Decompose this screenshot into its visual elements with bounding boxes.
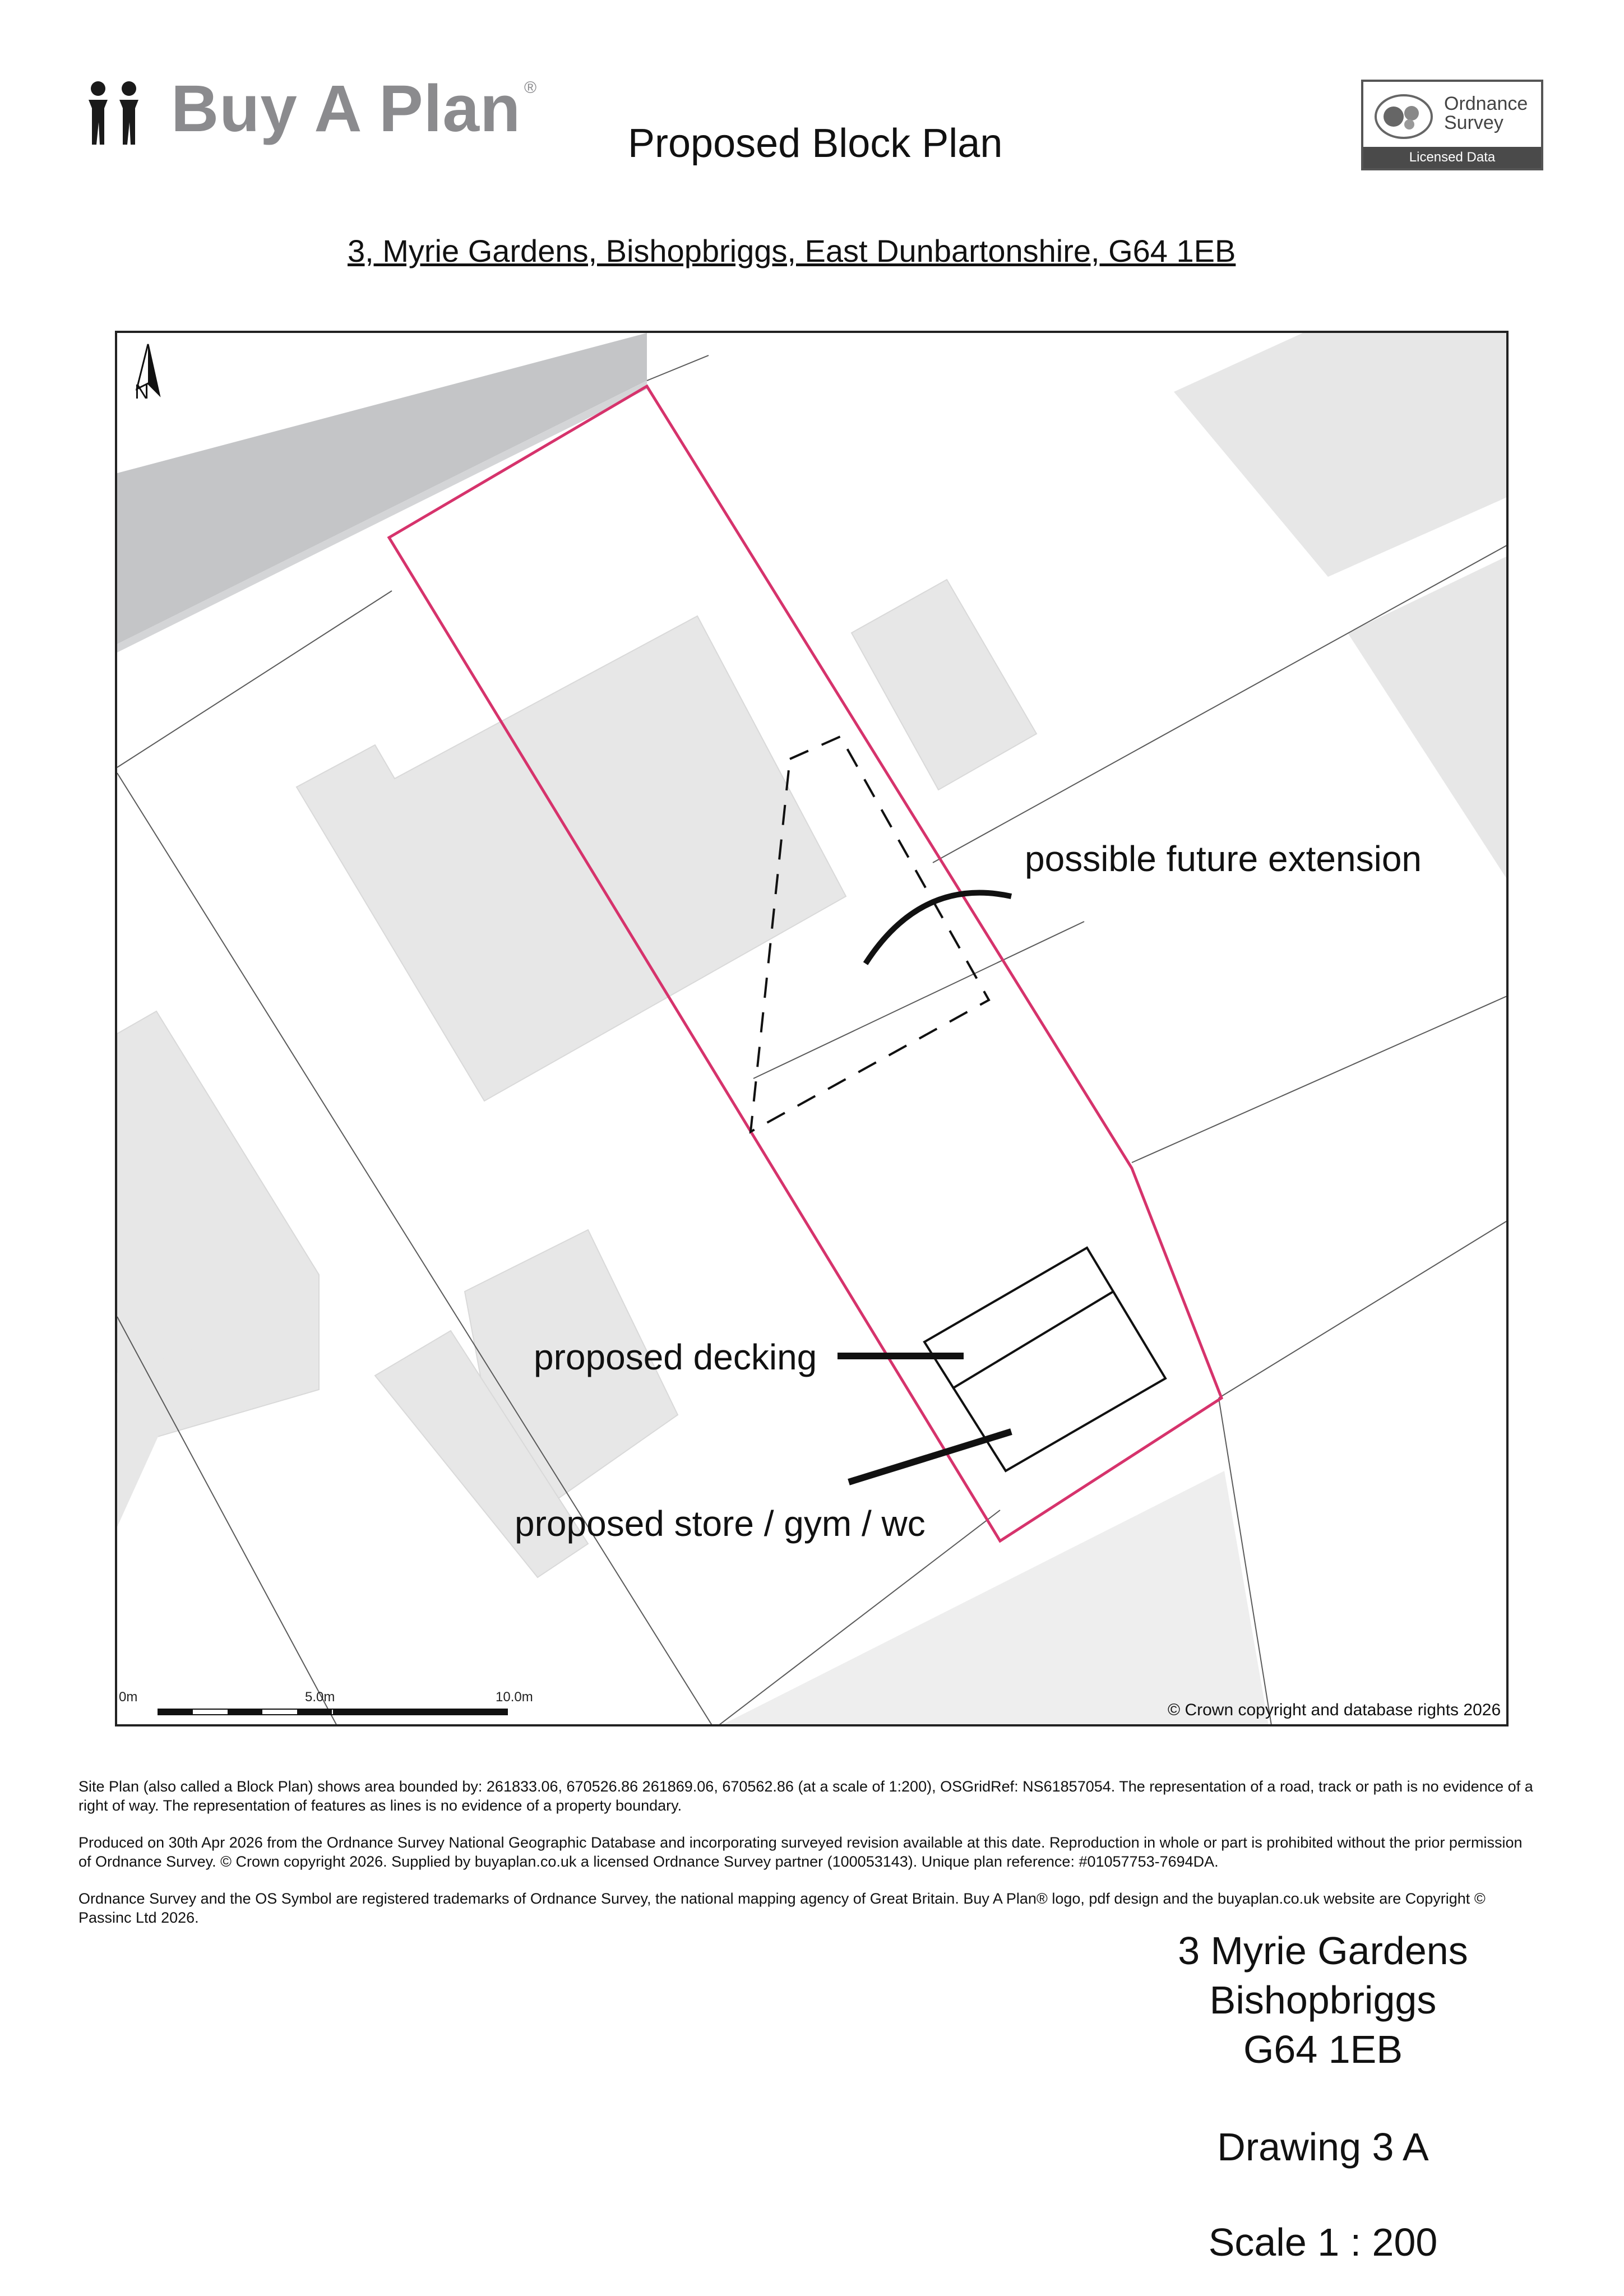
footnote-trademarks: Ordnance Survey and the OS Symbol are registered trademarks of Ordnance Survey, the national mapping agency of Great Britain. Buy A Plan® logo, pdf design and the buyaplan.co.uk website are Copyright © Passinc Ltd 2026.	[78, 1890, 1486, 1926]
brand-registered-mark: ®	[524, 78, 537, 97]
north-arrow-fill	[148, 344, 159, 395]
scale-tick-0: 0m	[119, 1689, 138, 1705]
hand-address-line2: Bishopbriggs	[1209, 1978, 1437, 2022]
footnote-site-plan: Site Plan (also called a Block Plan) shows area bounded by: 261833.06, 670526.86 261869.06, 670562.86 (at a scale of 1:200), OSGridRef: NS61857054. The representation of a road, track or path is no evidence of a right of way. The representation of features as lines is no evidence of a property boundary.	[78, 1778, 1533, 1814]
hand-address-line3: G64 1EB	[1243, 2027, 1403, 2071]
label-possible-future-extension: possible future extension	[1025, 839, 1422, 879]
site-address: 3, Myrie Gardens, Bishopbriggs, East Dunbartonshire, G64 1EB	[348, 233, 1236, 269]
os-name-line1: Ordnance	[1444, 93, 1528, 114]
licensed-data-bar: Licensed Data	[1363, 147, 1541, 168]
decking-divider	[952, 1292, 1113, 1388]
page-title: Proposed Block Plan	[628, 121, 1003, 166]
building-main-neighbour	[297, 616, 846, 1101]
hand-address-line1: 3 Myrie Gardens	[1178, 1929, 1468, 1973]
ordnance-survey-symbol-icon	[1370, 89, 1437, 145]
scale-tick-5: 5.0m	[305, 1689, 335, 1705]
store-leader	[849, 1432, 1011, 1482]
scale-bar	[158, 1709, 507, 1715]
label-proposed-store: proposed store / gym / wc	[515, 1503, 926, 1544]
brand-name: Buy A Plan	[171, 72, 521, 146]
hand-drawing-number: Drawing 3 A	[1217, 2125, 1429, 2169]
os-name-line2: Survey	[1444, 112, 1503, 133]
building-northeast	[1174, 333, 1509, 577]
north-label: N	[135, 380, 149, 403]
map-copyright: © Crown copyright and database rights 2026	[1168, 1701, 1501, 1719]
building-east	[1348, 554, 1509, 885]
hand-scale: Scale 1 : 200	[1208, 2220, 1438, 2264]
extension-leader-arc	[866, 893, 1011, 964]
label-proposed-decking: proposed decking	[534, 1337, 817, 1377]
building-southwest-c	[117, 1348, 198, 1527]
footnote-produced: Produced on 30th Apr 2026 from the Ordnance Survey National Geographic Database and incorporating surveyed revision available at this date. Reproduction in whole or part is prohibited without the prior permission of Ordnance Survey. © Crown copyright 2026. Supplied by buyaplan.co.uk a licensed Ordnance Survey partner (100053143). Unique plan reference: #01057753-7694DA.	[78, 1834, 1523, 1870]
ordnance-survey-name	[1444, 94, 1528, 132]
scale-tick-10: 10.0m	[496, 1689, 533, 1705]
